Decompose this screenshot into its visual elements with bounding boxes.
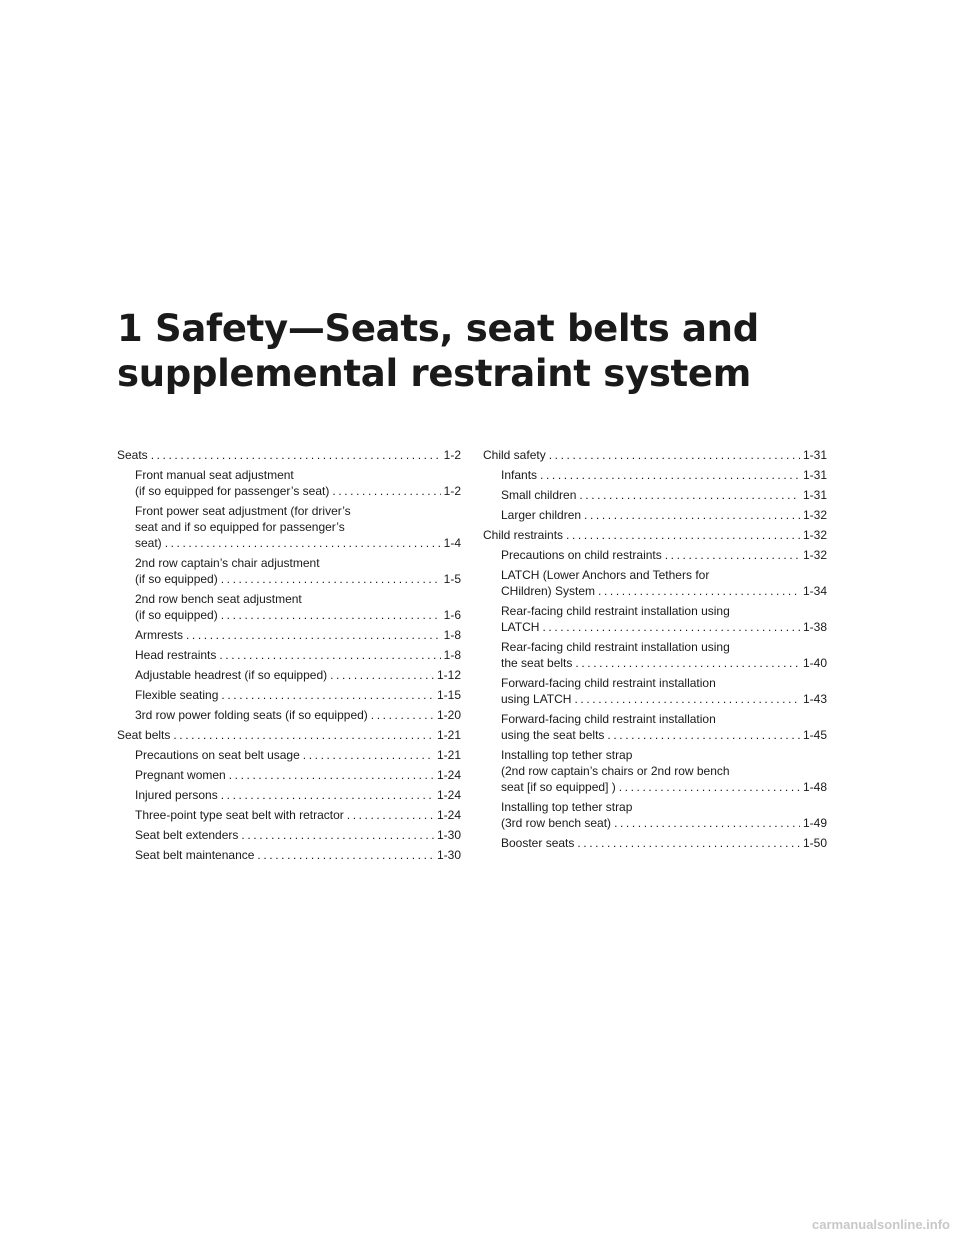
toc-entry-title-line: seat and if so equipped for passenger’s	[135, 520, 345, 534]
toc-subsection-entry[interactable]	[483, 835, 827, 851]
dot-leader	[614, 815, 800, 831]
toc-entry-title: Precautions on seat belt usage	[135, 748, 300, 762]
toc-page-number: 1-21	[436, 728, 461, 742]
toc-entry-title: Seats	[117, 448, 148, 462]
toc-entry-title: seat)	[135, 536, 162, 550]
toc-subsection-entry[interactable]	[117, 807, 461, 823]
toc-subsection-entry[interactable]	[483, 711, 827, 743]
dot-leader	[151, 447, 441, 463]
dot-leader	[566, 527, 800, 543]
toc-subsection-entry[interactable]	[483, 487, 827, 503]
toc-page-number: 1-12	[436, 668, 461, 682]
dot-leader	[577, 835, 800, 851]
toc-entry-title: Booster seats	[501, 836, 575, 850]
toc-entry-title: Child restraints	[483, 528, 564, 542]
chapter-title	[117, 306, 877, 396]
toc-subsection-entry[interactable]	[117, 827, 461, 843]
toc-entry-title-line: Front manual seat adjustment	[135, 468, 294, 482]
toc-subsection-entry[interactable]	[483, 747, 827, 795]
toc-entry-title-line: Forward-facing child restraint installation	[501, 676, 716, 690]
toc-page-number: 1-24	[436, 788, 461, 802]
toc-page-number: 1-24	[436, 808, 461, 822]
dot-leader	[607, 727, 800, 743]
toc-page-number: 1-2	[443, 448, 461, 462]
toc-page-number: 1-8	[443, 628, 461, 642]
dot-leader	[584, 507, 800, 523]
toc-subsection-entry[interactable]	[117, 627, 461, 643]
dot-leader	[165, 535, 441, 551]
dot-leader	[574, 691, 799, 707]
toc-entry-title: Larger children	[501, 508, 582, 522]
toc-subsection-entry[interactable]	[117, 503, 461, 551]
toc-page-number: 1-32	[802, 528, 827, 542]
toc-page-number: 1-34	[802, 584, 827, 598]
toc-entry-title: Infants	[501, 468, 538, 482]
dot-leader	[332, 483, 440, 499]
toc-subsection-entry[interactable]	[117, 591, 461, 623]
toc-entry-title: (if so equipped)	[135, 608, 218, 622]
toc-subsection-entry[interactable]	[117, 747, 461, 763]
dot-leader	[221, 787, 434, 803]
toc-entry-title: Small children	[501, 488, 577, 502]
toc-subsection-entry[interactable]	[117, 667, 461, 683]
dot-leader	[221, 607, 441, 623]
toc-entry-title: using LATCH	[501, 692, 572, 706]
dot-leader	[540, 467, 800, 483]
toc-subsection-entry[interactable]	[117, 687, 461, 703]
toc-subsection-entry[interactable]	[117, 847, 461, 863]
toc-subsection-entry[interactable]	[483, 603, 827, 635]
toc-entry-title-line: LATCH (Lower Anchors and Tethers for	[501, 568, 710, 582]
toc-page-number: 1-31	[802, 448, 827, 462]
toc-entry-title: using the seat belts	[501, 728, 605, 742]
toc-subsection-entry[interactable]	[117, 467, 461, 499]
dot-leader	[229, 767, 434, 783]
toc-entry-title-line: Installing top tether strap	[501, 748, 633, 762]
dot-leader	[330, 667, 434, 683]
toc-entry-title: Precautions on child restraints	[501, 548, 662, 562]
toc-section-entry[interactable]	[483, 527, 827, 543]
toc-page-number: 1-31	[802, 488, 827, 502]
toc-entry-title: CHildren) System	[501, 584, 596, 598]
dot-leader	[549, 447, 800, 463]
watermark: carmanualsonline.info	[812, 1217, 950, 1232]
toc-entry-title-line: Forward-facing child restraint installation	[501, 712, 716, 726]
toc-subsection-entry[interactable]	[483, 547, 827, 563]
dot-leader	[257, 847, 434, 863]
toc-subsection-entry[interactable]	[483, 507, 827, 523]
dot-leader	[186, 627, 441, 643]
toc-entry-title: 3rd row power folding seats (if so equipped)	[135, 708, 368, 722]
toc-page-number: 1-4	[443, 536, 461, 550]
toc-page-number: 1-49	[802, 816, 827, 830]
toc-entry-title-line: Rear-facing child restraint installation using	[501, 640, 730, 654]
toc-page-number: 1-2	[443, 484, 461, 498]
dot-leader	[347, 807, 434, 823]
toc-page-number: 1-5	[443, 572, 461, 586]
toc-entry-title: Injured persons	[135, 788, 218, 802]
toc-page-number: 1-50	[802, 836, 827, 850]
toc-subsection-entry[interactable]	[483, 799, 827, 831]
toc-entry-title: Seat belt maintenance	[135, 848, 255, 862]
toc-subsection-entry[interactable]	[483, 675, 827, 707]
toc-page-number: 1-32	[802, 548, 827, 562]
toc-entry-title: LATCH	[501, 620, 540, 634]
toc-entry-title: Three-point type seat belt with retractor	[135, 808, 344, 822]
toc-subsection-entry[interactable]	[483, 467, 827, 483]
toc-page-number: 1-32	[802, 508, 827, 522]
dot-leader	[619, 779, 800, 795]
toc-subsection-entry[interactable]	[483, 567, 827, 599]
toc-subsection-entry[interactable]	[117, 707, 461, 723]
dot-leader	[598, 583, 800, 599]
toc-entry-title: the seat belts	[501, 656, 573, 670]
toc-entry-title: Head restraints	[135, 648, 217, 662]
toc-entry-title-line: Front power seat adjustment (for driver’s	[135, 504, 351, 518]
chapter-title-line-1: 1 Safety—Seats, seat belts and	[117, 307, 759, 350]
toc-subsection-entry[interactable]	[117, 767, 461, 783]
toc-page-number: 1-20	[436, 708, 461, 722]
toc-entry-title: (if so equipped for passenger’s seat)	[135, 484, 330, 498]
dot-leader	[303, 747, 434, 763]
toc-entry-title: (if so equipped)	[135, 572, 218, 586]
toc-subsection-entry[interactable]	[483, 639, 827, 671]
toc-entry-title-line: Installing top tether strap	[501, 800, 633, 814]
toc-entry-title: seat [if so equipped] )	[501, 780, 616, 794]
toc-subsection-entry[interactable]	[117, 555, 461, 587]
dot-leader	[173, 727, 434, 743]
toc-section-entry[interactable]	[117, 447, 461, 463]
toc-page-number: 1-21	[436, 748, 461, 762]
toc-entry-title: Seat belt extenders	[135, 828, 239, 842]
toc-entry-title: (3rd row bench seat)	[501, 816, 612, 830]
toc-section-entry[interactable]	[117, 727, 461, 743]
toc-page-number: 1-8	[443, 648, 461, 662]
toc-page-number: 1-38	[802, 620, 827, 634]
dot-leader	[575, 655, 800, 671]
toc-entry-title: Pregnant women	[135, 768, 226, 782]
dot-leader	[241, 827, 434, 843]
toc-entry-title-line: Rear-facing child restraint installation using	[501, 604, 730, 618]
chapter-title-line-2: supplemental restraint system	[117, 352, 751, 395]
toc-page-number: 1-6	[443, 608, 461, 622]
toc-subsection-entry[interactable]	[117, 647, 461, 663]
toc-subsection-entry[interactable]	[117, 787, 461, 803]
toc-page-number: 1-30	[436, 828, 461, 842]
toc-page-number: 1-30	[436, 848, 461, 862]
dot-leader	[371, 707, 434, 723]
toc-entry-title: Seat belts	[117, 728, 171, 742]
toc-page-number: 1-24	[436, 768, 461, 782]
toc-right-column	[483, 447, 827, 855]
toc-page-number: 1-43	[802, 692, 827, 706]
dot-leader	[579, 487, 800, 503]
dot-leader	[665, 547, 800, 563]
toc-page-number: 1-40	[802, 656, 827, 670]
toc-page-number: 1-45	[802, 728, 827, 742]
toc-entry-title-line: 2nd row captain’s chair adjustment	[135, 556, 320, 570]
dot-leader	[221, 687, 434, 703]
toc-section-entry[interactable]	[483, 447, 827, 463]
toc-entry-title: Flexible seating	[135, 688, 219, 702]
dot-leader	[542, 619, 800, 635]
toc-entry-title: Armrests	[135, 628, 183, 642]
toc-left-column	[117, 447, 461, 867]
toc-page-number: 1-31	[802, 468, 827, 482]
toc-entry-title-line: (2nd row captain’s chairs or 2nd row bench	[501, 764, 730, 778]
toc-page-number: 1-15	[436, 688, 461, 702]
toc-entry-title: Adjustable headrest (if so equipped)	[135, 668, 328, 682]
dot-leader	[221, 571, 441, 587]
toc-entry-title: Child safety	[483, 448, 546, 462]
dot-leader	[219, 647, 440, 663]
toc-page-number: 1-48	[802, 780, 827, 794]
toc-entry-title-line: 2nd row bench seat adjustment	[135, 592, 302, 606]
